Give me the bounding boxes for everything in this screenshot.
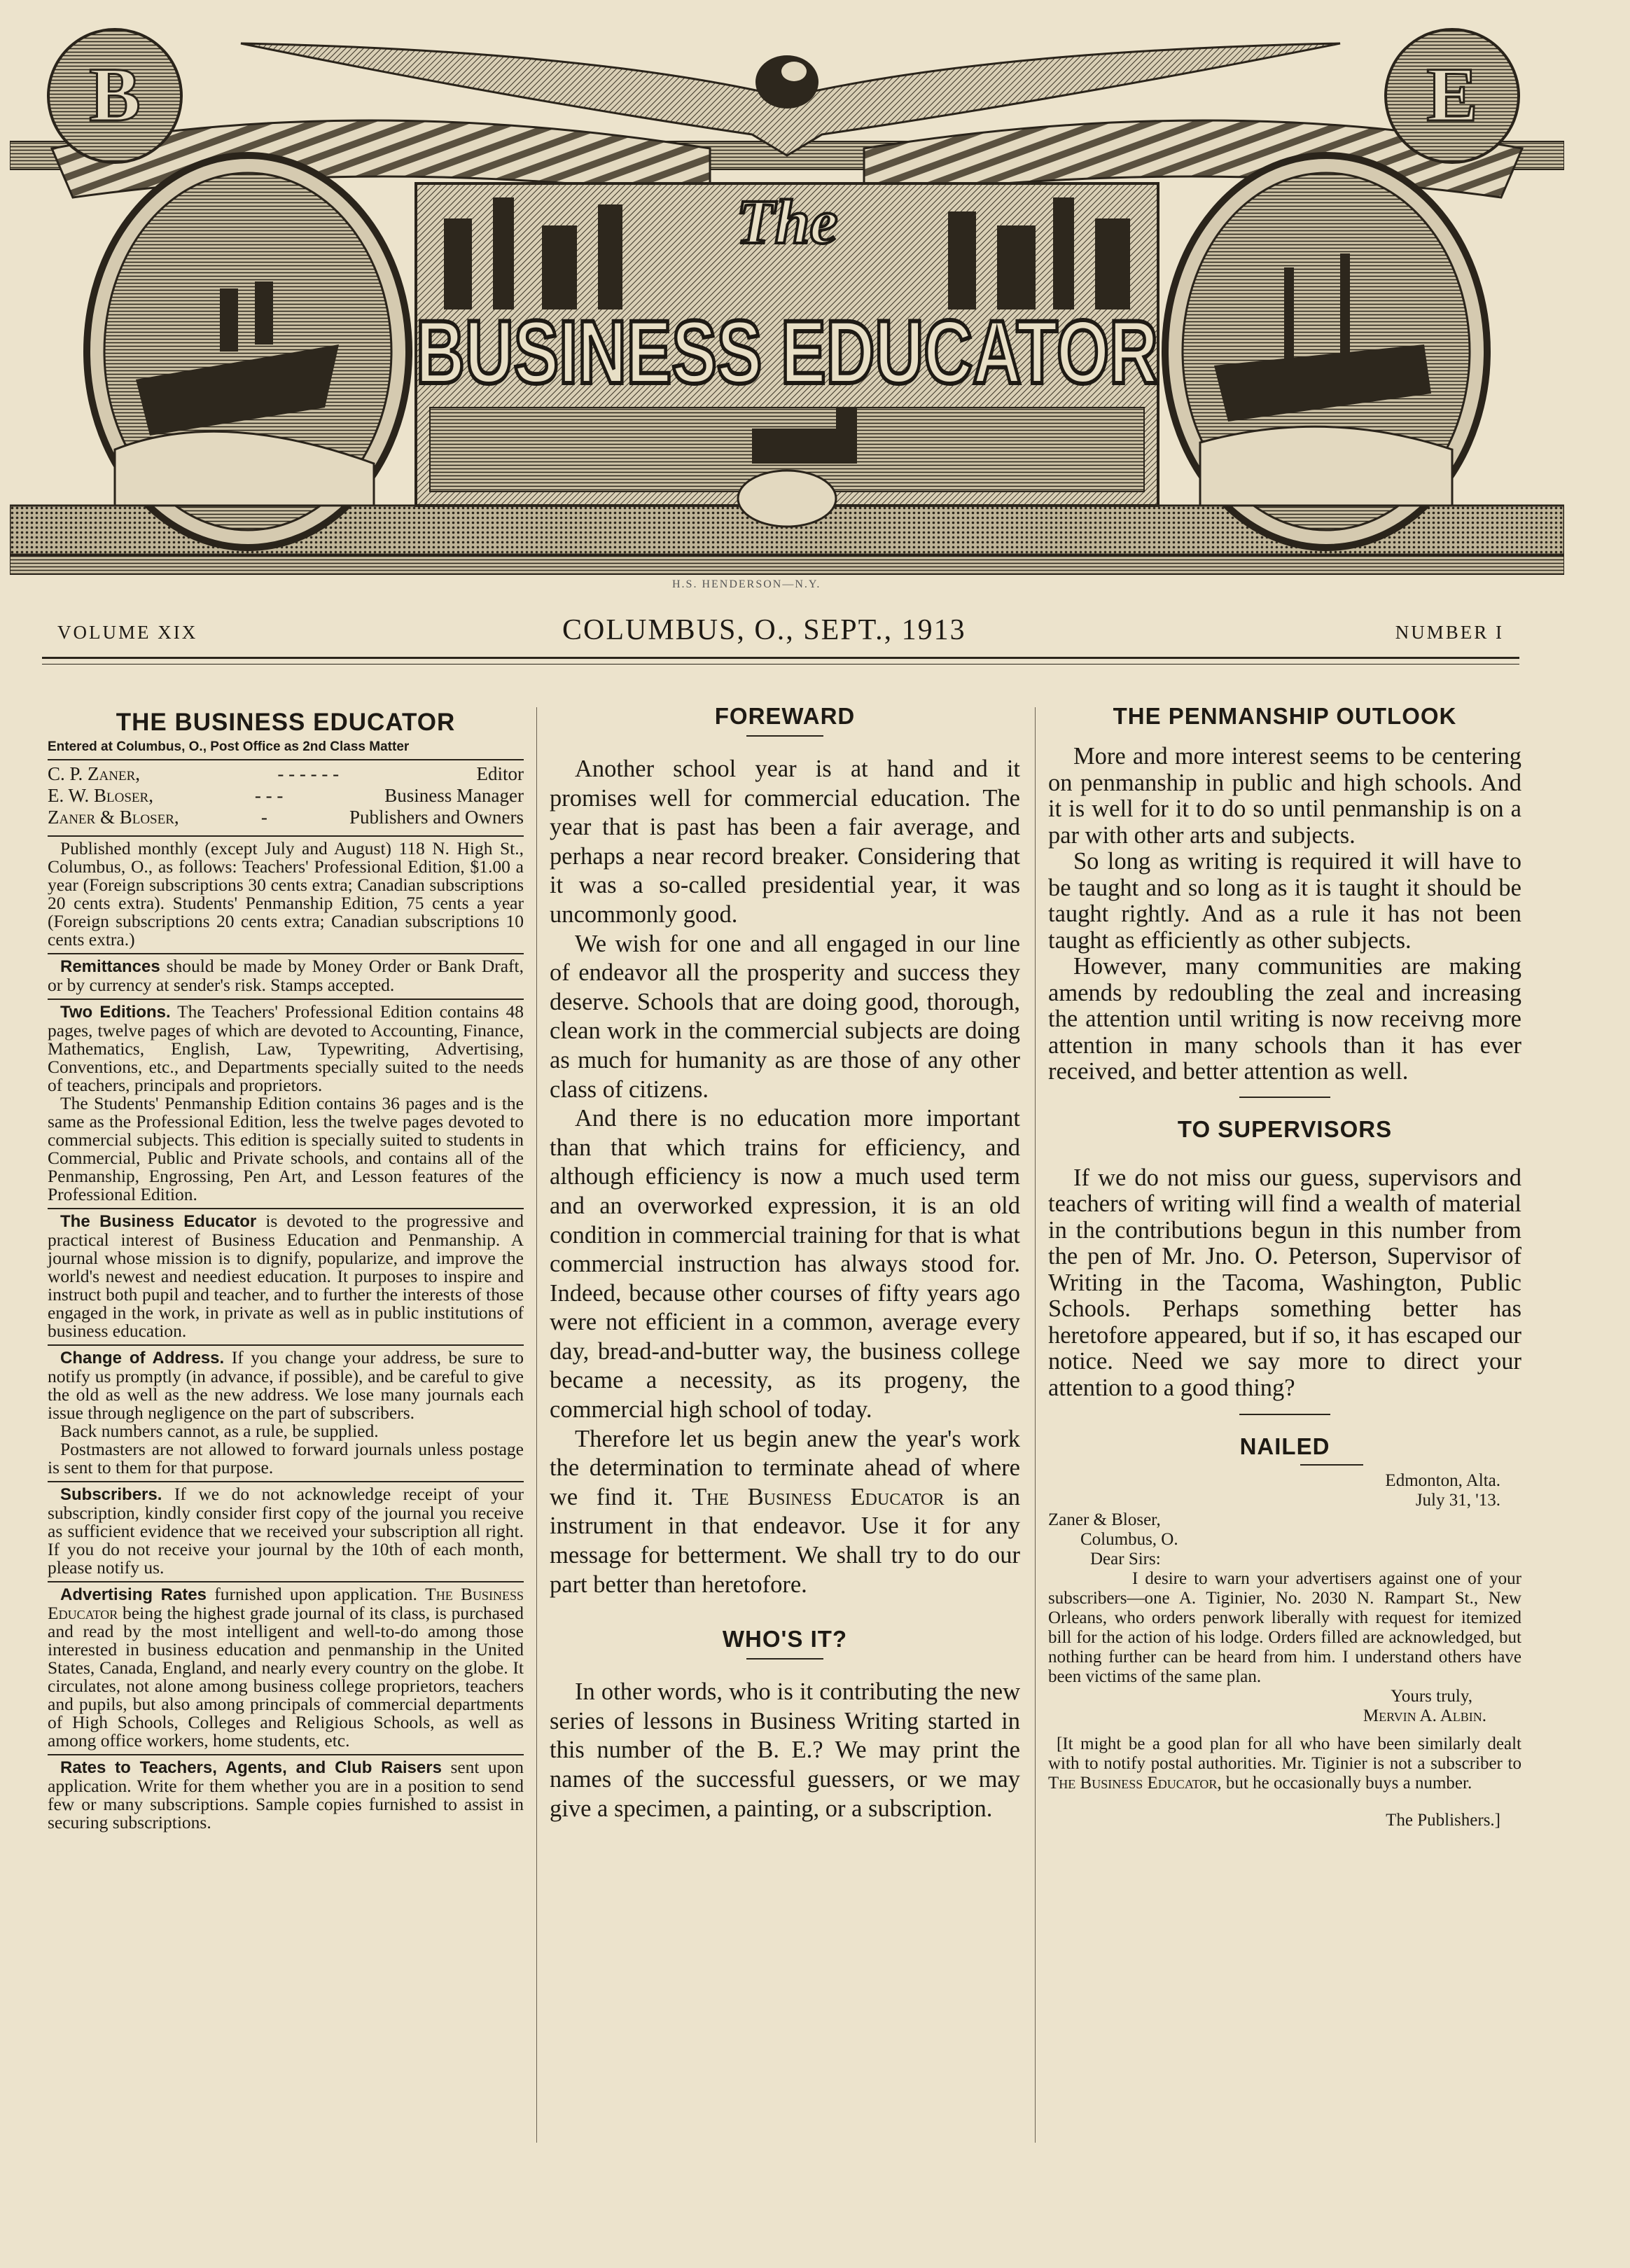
letter-city: Columbus, O.	[1080, 1530, 1178, 1549]
staff-dashes: - - - - - -	[277, 763, 340, 784]
staff-row	[48, 785, 524, 807]
letter-salutation: Dear Sirs:	[1090, 1550, 1161, 1568]
subscribers-text: If we do not acknowledge receipt of your subscription, kindly consider first copy of the journal you receive as sufficient evidence that we received your subscription all right. If you do not receive your journal by the 10th of each month, please notify us.	[48, 1484, 524, 1578]
dateline: COLUMBUS, O., SEPT., 1913	[562, 614, 966, 646]
staff-row	[48, 763, 524, 785]
editor-note	[1048, 1734, 1521, 1793]
note-journal-name: The Business Educator	[1048, 1774, 1218, 1793]
header-rule	[42, 657, 1519, 659]
staff-role: Business Manager	[384, 785, 524, 806]
whos-it-heading: WHO'S IT?	[722, 1626, 848, 1653]
outlook-rule	[1239, 1097, 1330, 1098]
nailed-rule	[1300, 1464, 1363, 1466]
corner-letter-left: B	[89, 52, 141, 137]
foreward-paragraph: Another school year is at hand and it promises well for commercial education. The year that is past has been a fair average, and perhaps a near record breaker. Considering that it was a so-called presidential year, it was uncommonly good.	[550, 756, 1020, 928]
masthead-illustration	[10, 15, 1564, 590]
published-notice: Published monthly (except July and August) 118 N. High St., Columbus, O., as follows: Teachers' Professional Edition, $1.00 a year (Foreign subscriptions 30 cents extra; Canadian subscriptions 20 cents extra). Students' Penmanship Edition, 75 cents a year (Foreign subscriptions 20 cents extra; Canadian subscriptions 10 cents extra.)	[48, 838, 524, 949]
engraver-credit: H.S. HENDERSON—N.Y.	[672, 578, 821, 590]
rates-text: sent upon application. Write for them whether you are in a position to send few or many subscriptions. Sample copies furnished to assist in securing subscriptions.	[48, 1757, 524, 1832]
staff-dashes: -	[260, 807, 267, 828]
staff-list	[48, 760, 524, 831]
masthead-title-the: The	[736, 188, 838, 257]
letter-place: Edmonton, Alta.	[1385, 1471, 1500, 1490]
editions-block	[48, 1000, 524, 1209]
advertising-block	[48, 1582, 524, 1755]
advertising-journal-name: The Business Educator	[48, 1584, 524, 1623]
advertising-text-a: furnished upon application.	[214, 1584, 417, 1604]
advertising-text-b: being the highest grade journal of its class, is purchased and read by the most intelligent and well-to-do among those interested in business education and penmanship in the United States, Canada, England, and nearly every country on the globe. It circulates, not alone among business college proprietors, teachers and pupils, but also among principals of commercial departments of High Schools, Colleges and Religious Schools, as well as among office workers, home students, etc.	[48, 1603, 524, 1751]
foreward-journal-name: The Business Educator	[692, 1483, 945, 1510]
subscribers-lead: Subscribers.	[60, 1485, 162, 1504]
outlook-heading: THE PENMANSHIP OUTLOOK	[1113, 703, 1457, 729]
column-divider-2	[1035, 707, 1036, 2143]
staff-row	[48, 807, 524, 828]
foreward-p4-b: is an instrument in that endeavor. Use it for any message for betterment. We shall try to do our part better than heretofore.	[550, 1483, 1020, 1598]
supervisors-rule	[1239, 1414, 1330, 1415]
postmasters-text: Postmasters are not allowed to forward journals unless postage is sent to them for that purpose.	[48, 1439, 524, 1477]
whos-it-rule	[746, 1658, 823, 1660]
remittances-lead: Remittances	[60, 957, 160, 976]
whos-it-body	[550, 1678, 1020, 1823]
entry-notice: Entered at Columbus, O., Post Office as 2nd Class Matter	[48, 739, 410, 754]
letter-body: I desire to warn your advertisers against one of your subscribers—one A. Tiginier, No. 2030 N. Rampart St., New Orleans, who orders penwork liberally with request for itemized bill for the action of his lodge. Orders filled are acknowledged, but nothing further can be heard from him. I understand others have been victims of the same plan.	[1048, 1569, 1521, 1686]
foreward-paragraph: We wish for one and all engaged in our line of endeavor all the prosperity and success they deserve. Schools that are doing good, thorough, clean work in the commercial subjects are doing as much for humanity as are those of any other class of citizens.	[550, 930, 1020, 1103]
masthead-engraving	[10, 15, 1564, 590]
remittances-text: should be made by Money Order or Bank Draft, or by currency at sender's risk. Stamps accepted.	[48, 956, 524, 995]
foreward-p4-a: Therefore let us begin anew the year's work the determination to terminate ahead of where we find it.	[550, 1425, 1020, 1510]
column-foreward	[550, 700, 1020, 1823]
outlook-paragraph: However, many communities are making amends by redoubling the zeal and increasing the attention until writing is now receivng more attention in many schools than it has ever received, and better attention as well.	[1048, 953, 1521, 1085]
note-signature: The Publishers.]	[1386, 1811, 1500, 1830]
issue-number: NUMBER I	[1395, 622, 1504, 643]
back-numbers-text: Back numbers cannot, as a rule, be supplied.	[60, 1421, 379, 1441]
whos-it-paragraph: In other words, who is it contributing the new series of lessons in Business Writing started in this number of the B. E.? We may print the names of the successful guessers, or we may give a specimen, a painting, or a subscription.	[550, 1678, 1020, 1822]
letter-date: July 31, '13.	[1415, 1491, 1500, 1510]
outlook-paragraph: More and more interest seems to be centering on penmanship in public and high schools. And it is well for it to do so until penmanship is on a par with other arts and subjects.	[1048, 743, 1521, 849]
mission-lead: The Business Educator	[60, 1212, 257, 1231]
mission-text: is devoted to the progressive and practical interest of Business Education and Penmanship. A journal whose mission is to dignify, popularize, and improve the world's newest and neediest education. It purposes to inspire and instruct both pupil and teacher, and to further the interests of those engaged in the work, in private as well as in public institutions of business education.	[48, 1211, 524, 1341]
foreward-rule	[746, 735, 823, 737]
rates-lead: Rates to Teachers, Agents, and Club Raisers	[60, 1758, 442, 1777]
two-editions-lead: Two Editions.	[60, 1003, 171, 1022]
foreward-paragraph	[550, 1425, 1020, 1600]
note-text-b: , but he occasionally buys a number.	[1217, 1774, 1472, 1793]
foreward-body	[550, 755, 1020, 1599]
issue-line	[42, 611, 1519, 653]
column-masthead-info	[48, 700, 524, 1836]
note-text-a: [It might be a good plan for all who have been similarly dealt with to notify postal authorities. Mr. Tiginier is not a subscriber to	[1048, 1734, 1521, 1773]
letter-addressee: Zaner & Bloser,	[1048, 1510, 1161, 1529]
publication-title: THE BUSINESS EDUCATOR	[116, 709, 456, 736]
letter-closing: Yours truly,	[1391, 1687, 1472, 1706]
mission-block	[48, 1209, 524, 1346]
staff-role: Publishers and Owners	[349, 807, 524, 828]
outlook-paragraph: So long as writing is required it will have to be taught and so long as it is taught it should be taught rightly. And as a rule it has not been taught as efficiently as other subjects.	[1048, 848, 1521, 954]
supervisors-paragraph: If we do not miss our guess, supervisors and teachers of writing will find a wealth of material in the contributions begun in this number from the pen of Mr. Jno. O. Peterson, Supervisor of Writing in the Tacoma, Washington, Public Schools. Perhaps something better has heretofore appeared, but if so, it has escaped our notice. Need we say more to direct your attention to a good thing?	[1048, 1164, 1521, 1401]
masthead-title-main: BUSINESS EDUCATOR	[416, 302, 1158, 403]
change-text: If you change your address, be sure to notify us promptly (in advance, if possible), and be careful to give the old as well as the new address. We lose many journals each issue through negligence on the part of subscribers.	[48, 1347, 524, 1423]
subscribers-block	[48, 1482, 524, 1582]
foreward-paragraph: And there is no education more important than that which trains for efficiency, and although efficiency is now a much used term and an overworked expression, it is an old condition in commercial training for that is what commercial instruction has always stood for. Indeed, because other courses of fifty years ago were not efficient in a common, average every day, bread-and-butter way, the business college became a necessity, as its progeny, the commercial high school of today.	[550, 1105, 1020, 1424]
rates-block	[48, 1755, 524, 1836]
outlook-body	[1048, 744, 1521, 1085]
corner-letter-right: E	[1426, 52, 1478, 137]
change-of-address-block	[48, 1346, 524, 1482]
foreward-heading: FOREWARD	[714, 703, 856, 729]
staff-role: Editor	[476, 763, 524, 784]
remittances-block	[48, 954, 524, 1000]
supervisors-heading: TO SUPERVISORS	[1177, 1115, 1393, 1142]
advertising-lead: Advertising Rates	[60, 1585, 207, 1604]
volume-label: VOLUME XIX	[57, 622, 198, 643]
staff-name: E. W. Bloser,	[48, 785, 153, 806]
staff-dashes: - - -	[254, 785, 284, 806]
change-lead: Change of Address.	[60, 1349, 225, 1368]
supervisors-body	[1048, 1165, 1521, 1402]
column-divider-1	[536, 707, 537, 2143]
two-editions-text: The Teachers' Professional Edition contains 48 pages, twelve pages of which are devoted to Accounting, Finance, Mathematics, English, Law, Typewriting, Advertising, Conventions, etc., and Departments specially suited to the needs of teachers, principals and proprietors.	[48, 1001, 524, 1095]
staff-name: C. P. Zaner,	[48, 763, 140, 784]
staff-name: Zaner & Bloser,	[48, 807, 179, 828]
nailed-heading: NAILED	[1239, 1433, 1330, 1459]
column-penmanship	[1048, 700, 1521, 1830]
letter-signature: Mervin A. Albin.	[1363, 1706, 1486, 1725]
publication-terms	[48, 837, 524, 954]
letter	[1048, 1471, 1521, 1830]
students-edition-text: The Students' Penmanship Edition contains 36 pages and is the same as the Professional Edition, less the twelve pages devoted to commercial subjects. This edition is specially suited to students in Commercial, Public and Private schools, and contains all of the Penmanship, Engrossing, Pen Art, and Lesson features of the Professional Edition.	[48, 1093, 524, 1204]
